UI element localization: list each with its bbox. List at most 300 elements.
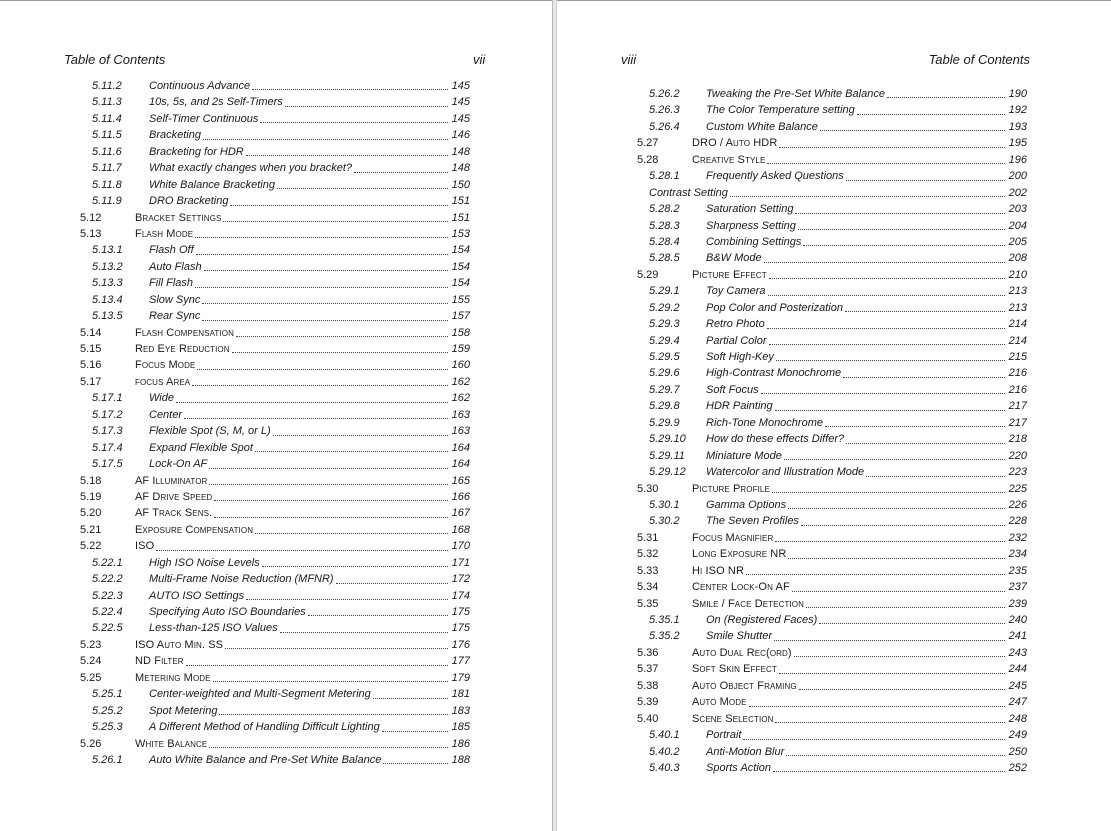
toc-entry-page-number: 181	[448, 686, 470, 702]
toc-entry-number: 5.22.1	[92, 556, 123, 569]
toc-entry-number: 5.15	[80, 343, 102, 355]
toc-entry-number: 5.23	[80, 638, 102, 651]
toc-entry-number: 5.28	[637, 153, 659, 166]
toc-entry[interactable]	[637, 316, 1027, 332]
toc-entry[interactable]	[637, 365, 1027, 381]
toc-entry-title: Rear Sync	[149, 308, 201, 324]
dot-leader	[786, 755, 1005, 756]
toc-entry[interactable]	[80, 473, 470, 489]
toc-entry-page-number: 150	[448, 177, 470, 193]
toc-entry[interactable]	[80, 505, 470, 521]
toc-entry-page-number: 145	[448, 94, 470, 110]
toc-entry[interactable]	[80, 588, 470, 604]
toc-entry[interactable]	[637, 349, 1027, 365]
dot-leader	[209, 484, 448, 485]
dot-leader	[255, 533, 448, 534]
toc-entry[interactable]	[80, 259, 470, 275]
toc-entry[interactable]	[637, 563, 1027, 579]
toc-entry-page-number: 166	[448, 489, 470, 505]
toc-entry[interactable]	[80, 210, 470, 226]
dot-leader	[799, 689, 1005, 690]
toc-entry[interactable]	[637, 612, 1027, 628]
dot-leader	[775, 722, 1005, 723]
toc-entry[interactable]	[637, 382, 1027, 398]
toc-entry-number: 5.22	[80, 540, 102, 553]
toc-entry-number: 5.27	[637, 137, 659, 150]
toc-entry-number: 5.29.1	[649, 285, 680, 298]
toc-entry-number: 5.24	[80, 655, 102, 668]
toc-entry-number: 5.40	[637, 712, 659, 725]
toc-entry-title: Center-weighted and Multi-Segment Metering	[149, 686, 372, 702]
dot-leader	[803, 245, 1005, 246]
toc-entry-number: 5.17.2	[92, 408, 123, 421]
toc-entry-number: 5.26.1	[92, 753, 123, 766]
toc-entry-number: 5.26.4	[649, 120, 680, 133]
toc-entry-title: Auto Mode	[692, 694, 748, 710]
dot-leader	[209, 468, 448, 469]
toc-entry-title: Focus Mode	[135, 357, 196, 373]
toc-entry[interactable]	[637, 333, 1027, 349]
toc-entry-title: Bracketing for HDR	[149, 144, 245, 160]
dot-leader	[184, 418, 448, 419]
toc-entry[interactable]	[80, 177, 470, 193]
toc-entry-title: Creative Style	[692, 152, 766, 168]
toc-entry-title: The Color Temperature setting	[706, 102, 856, 118]
toc-entry-page-number: 223	[1005, 464, 1027, 480]
toc-entry[interactable]	[80, 308, 470, 324]
dot-leader	[255, 451, 448, 452]
toc-entry-page-number: 202	[1005, 185, 1027, 201]
toc-entry[interactable]	[637, 415, 1027, 431]
dot-leader	[764, 262, 1005, 263]
toc-entry-title: How do these effects Differ?	[706, 431, 845, 447]
toc-entry-page-number: 192	[1005, 102, 1027, 118]
toc-entry[interactable]	[637, 481, 1027, 497]
toc-entry[interactable]	[637, 661, 1027, 677]
toc-entry[interactable]	[80, 620, 470, 636]
toc-entry-page-number: 196	[1005, 152, 1027, 168]
toc-entry-number: 5.11.8	[92, 178, 122, 191]
toc-entry-title: ISO Auto Min. SS	[135, 637, 224, 653]
toc-entry[interactable]	[80, 341, 470, 357]
toc-entry-page-number: 175	[448, 620, 470, 636]
toc-entry[interactable]	[80, 390, 470, 406]
toc-entry-page-number: 240	[1005, 612, 1027, 628]
toc-entry-number: 5.26.3	[649, 104, 680, 117]
toc-entry-title: Combining Settings	[706, 234, 802, 250]
dot-leader	[846, 180, 1005, 181]
toc-entry-number: 5.30.1	[649, 498, 680, 511]
toc-entry[interactable]	[80, 374, 470, 390]
dot-leader	[819, 623, 1005, 624]
toc-entry-title: Specifying Auto ISO Boundaries	[149, 604, 307, 620]
toc-entry[interactable]	[637, 218, 1027, 234]
toc-entry[interactable]	[80, 160, 470, 176]
toc-entry-page-number: 188	[448, 752, 470, 768]
dot-leader	[773, 771, 1005, 772]
toc-entry[interactable]	[637, 711, 1027, 727]
toc-entry[interactable]	[637, 86, 1027, 102]
toc-entry-number: 5.31	[637, 531, 659, 544]
running-header-title: Table of Contents	[928, 52, 1030, 67]
toc-entry[interactable]	[80, 144, 470, 160]
toc-entry[interactable]	[637, 152, 1027, 168]
dot-leader	[795, 213, 1005, 214]
toc-entry-number: 5.26	[80, 737, 102, 750]
toc-entry-title: Long Exposure NR	[692, 546, 787, 562]
toc-list-right	[637, 86, 1027, 776]
dot-leader	[196, 254, 448, 255]
dot-leader	[767, 163, 1005, 164]
toc-entry-title: Continuous Advance	[149, 78, 251, 94]
dot-leader	[845, 311, 1005, 312]
toc-entry[interactable]	[637, 645, 1027, 661]
dot-leader	[236, 336, 448, 337]
right-page	[556, 0, 1111, 831]
toc-entry[interactable]	[80, 719, 470, 735]
toc-entry[interactable]	[637, 398, 1027, 414]
dot-leader	[382, 731, 448, 732]
dot-leader	[285, 106, 448, 107]
toc-entry[interactable]	[80, 456, 470, 472]
toc-entry-title: Pop Color and Posterization	[706, 300, 844, 316]
toc-entry[interactable]	[80, 127, 470, 143]
toc-entry[interactable]	[637, 497, 1027, 513]
toc-entry-number: 5.32	[637, 548, 659, 561]
toc-entry-number: 5.30	[637, 482, 659, 495]
toc-entry[interactable]	[80, 670, 470, 686]
toc-entry-page-number: 154	[448, 242, 470, 258]
toc-entry-page-number: 176	[448, 637, 470, 653]
toc-entry-number: 5.29.8	[649, 400, 680, 413]
toc-entry-page-number: 200	[1005, 168, 1027, 184]
dot-leader	[203, 139, 448, 140]
toc-entry-page-number: 252	[1005, 760, 1027, 776]
toc-entry-title: High ISO Noise Levels	[149, 555, 261, 571]
toc-entry-number: 5.28.1	[649, 170, 680, 183]
toc-entry[interactable]	[80, 752, 470, 768]
dot-leader	[202, 320, 448, 321]
dot-leader	[743, 739, 1005, 740]
toc-entry-number: 5.29	[637, 268, 659, 281]
toc-entry-title: DRO / Auto HDR	[692, 135, 778, 151]
dot-leader	[197, 369, 448, 370]
toc-entry-title: High-Contrast Monochrome	[706, 365, 842, 381]
dot-leader	[776, 360, 1005, 361]
toc-entry-number: 5.19	[80, 490, 102, 503]
toc-entry-page-number: 164	[448, 456, 470, 472]
toc-entry-page-number: 154	[448, 275, 470, 291]
dot-leader	[775, 410, 1005, 411]
toc-entry-page-number: 205	[1005, 234, 1027, 250]
running-header-page-number: vii	[473, 52, 486, 67]
dot-leader	[788, 508, 1005, 509]
toc-entry-page-number: 204	[1005, 218, 1027, 234]
toc-entry[interactable]	[637, 431, 1027, 447]
toc-entry-title: focus Area	[135, 374, 191, 390]
dot-leader	[866, 476, 1005, 477]
toc-entry-number: 5.40.2	[649, 745, 680, 758]
toc-entry-page-number: 162	[448, 390, 470, 406]
dot-leader	[195, 237, 448, 238]
toc-entry[interactable]	[80, 78, 470, 94]
dot-leader	[774, 640, 1005, 641]
toc-entry[interactable]	[637, 694, 1027, 710]
toc-entry[interactable]	[80, 703, 470, 719]
toc-entry-title: AF Track Sens.	[135, 505, 213, 521]
toc-entry-page-number: 228	[1005, 513, 1027, 529]
toc-entry[interactable]	[637, 300, 1027, 316]
toc-entry-title: Flexible Spot (S, M, or L)	[149, 423, 272, 439]
toc-entry[interactable]	[80, 571, 470, 587]
toc-entry-title: Flash Compensation	[135, 325, 235, 341]
toc-entry-title: 10s, 5s, and 2s Self-Timers	[149, 94, 284, 110]
toc-entry-title: Spot Metering	[149, 703, 218, 719]
toc-entry-title: HDR Painting	[706, 398, 774, 414]
toc-entry-number: 5.28.3	[649, 219, 680, 232]
toc-entry[interactable]	[637, 102, 1027, 118]
toc-entry-page-number: 177	[448, 653, 470, 669]
toc-entry-title: Metering Mode	[135, 670, 212, 686]
toc-entry-number: 5.22.2	[92, 573, 123, 586]
toc-entry-page-number: 216	[1005, 382, 1027, 398]
toc-entry-number: 5.40.3	[649, 761, 680, 774]
toc-entry[interactable]	[637, 546, 1027, 562]
toc-entry[interactable]	[637, 530, 1027, 546]
toc-entry[interactable]	[80, 226, 470, 242]
toc-entry[interactable]	[80, 489, 470, 505]
toc-entry-number: 5.35	[637, 597, 659, 610]
toc-entry-title: Smile / Face Detection	[692, 596, 805, 612]
toc-entry-title: ND Filter	[135, 653, 185, 669]
dot-leader	[225, 648, 448, 649]
toc-entry[interactable]	[80, 637, 470, 653]
toc-entry-page-number: 217	[1005, 398, 1027, 414]
toc-entry[interactable]	[637, 678, 1027, 694]
toc-entry-number: 5.29.12	[649, 466, 686, 479]
toc-entry-number: 5.17.4	[92, 441, 123, 454]
toc-entry[interactable]	[637, 283, 1027, 299]
toc-entry[interactable]	[637, 119, 1027, 135]
toc-entry-number: 5.13	[80, 227, 102, 240]
toc-entry-number: 5.20	[80, 507, 102, 520]
toc-entry-number: 5.29.3	[649, 318, 680, 331]
toc-entry-number: 5.36	[637, 646, 659, 659]
toc-entry[interactable]	[80, 325, 470, 341]
dot-leader	[336, 583, 448, 584]
toc-entry-number: 5.28.4	[649, 235, 680, 248]
toc-entry-title: AUTO ISO Settings	[149, 588, 245, 604]
toc-entry[interactable]	[637, 267, 1027, 283]
toc-entry-number: 5.29.9	[649, 416, 680, 429]
toc-entry[interactable]	[80, 242, 470, 258]
toc-entry-number: 5.17	[80, 375, 102, 388]
toc-entry[interactable]	[637, 135, 1027, 151]
toc-entry-title: Flash Mode	[135, 226, 194, 242]
toc-entry[interactable]	[80, 653, 470, 669]
toc-entry-number: 5.29.5	[649, 351, 680, 363]
toc-entry-number: 5.29.11	[649, 449, 685, 462]
toc-entry[interactable]	[637, 234, 1027, 250]
toc-entry-number: 5.25.2	[92, 704, 123, 717]
toc-entry-number: 5.17.3	[92, 425, 123, 438]
toc-entry-title: Center Lock-On AF	[692, 579, 791, 595]
toc-entry[interactable]	[80, 292, 470, 308]
toc-entry-page-number: 250	[1005, 744, 1027, 760]
toc-entry-title: Picture Profile	[692, 481, 771, 497]
toc-entry-title: DRO Bracketing	[149, 193, 229, 209]
toc-entry[interactable]	[637, 464, 1027, 480]
toc-entry-page-number: 237	[1005, 579, 1027, 595]
toc-entry-title: A Different Method of Handling Difficult Lighting	[149, 719, 381, 735]
toc-entry-number: 5.30.2	[649, 515, 680, 528]
toc-entry-page-number: 155	[448, 292, 470, 308]
toc-entry-page-number: 179	[448, 670, 470, 686]
toc-entry[interactable]	[637, 250, 1027, 266]
toc-entry-number: 5.21	[80, 523, 102, 536]
toc-entry-title: Tweaking the Pre-Set White Balance	[706, 86, 886, 102]
toc-entry-title: B&W Mode	[706, 250, 763, 266]
toc-entry-title: Exposure Compensation	[135, 522, 254, 538]
dot-leader	[798, 229, 1005, 230]
toc-entry-title: Bracket Settings	[135, 210, 222, 226]
toc-entry-title: White Balance Bracketing	[149, 177, 276, 193]
toc-entry-page-number: 162	[448, 374, 470, 390]
dot-leader	[788, 558, 1005, 559]
toc-entry-page-number: 171	[448, 555, 470, 571]
toc-entry[interactable]	[80, 522, 470, 538]
toc-entry[interactable]	[637, 760, 1027, 776]
toc-entry-title: Multi-Frame Noise Reduction (MFNR)	[149, 571, 335, 587]
toc-entry-page-number: 159	[448, 341, 470, 357]
toc-entry-title: Red Eye Reduction	[135, 341, 231, 357]
toc-entry-page-number: 249	[1005, 727, 1027, 743]
dot-leader	[730, 196, 1005, 197]
toc-entry[interactable]	[637, 201, 1027, 217]
toc-entry-number: 5.35.2	[649, 630, 680, 643]
dot-leader	[746, 574, 1005, 575]
toc-entry-number: 5.35.1	[649, 614, 680, 626]
toc-entry-title: Bracketing	[149, 127, 202, 143]
dot-leader	[846, 443, 1005, 444]
toc-entry-title: Picture Effect	[692, 267, 768, 283]
toc-entry-page-number: 157	[448, 308, 470, 324]
toc-entry[interactable]	[80, 555, 470, 571]
toc-entry-title: What exactly changes when you bracket?	[149, 160, 353, 176]
dot-leader	[246, 155, 448, 156]
toc-entry[interactable]	[80, 538, 470, 554]
dot-leader	[176, 402, 448, 403]
toc-entry-page-number: 244	[1005, 661, 1027, 677]
dot-leader	[768, 295, 1005, 296]
toc-entry-title: Wide	[149, 390, 175, 406]
toc-entry[interactable]	[80, 111, 470, 127]
toc-entry-page-number: 213	[1005, 300, 1027, 316]
toc-entry-title: Miniature Mode	[706, 448, 783, 464]
toc-entry-page-number: 190	[1005, 86, 1027, 102]
toc-entry[interactable]	[637, 596, 1027, 612]
toc-entry-page-number: 215	[1005, 349, 1027, 365]
toc-entry[interactable]	[80, 407, 470, 423]
toc-entry[interactable]	[637, 579, 1027, 595]
toc-entry-number: 5.13.5	[92, 310, 123, 323]
toc-entry[interactable]	[80, 423, 470, 439]
toc-entry-page-number: 232	[1005, 530, 1027, 546]
dot-leader	[767, 328, 1005, 329]
toc-entry[interactable]	[637, 448, 1027, 464]
toc-entry-page-number: 154	[448, 259, 470, 275]
toc-entry-page-number: 151	[448, 210, 470, 226]
toc-entry-title: Flash Off	[149, 242, 195, 258]
toc-entry[interactable]	[80, 94, 470, 110]
toc-entry[interactable]	[80, 604, 470, 620]
toc-entry-page-number: 163	[448, 423, 470, 439]
toc-entry[interactable]	[637, 628, 1027, 644]
toc-entry[interactable]	[80, 736, 470, 752]
toc-entry-number: 5.13.3	[92, 277, 123, 290]
toc-entry[interactable]	[80, 686, 470, 702]
toc-entry-title: AF Illuminator	[135, 473, 208, 489]
toc-entry[interactable]	[637, 513, 1027, 529]
toc-entry[interactable]	[637, 168, 1027, 184]
toc-entry[interactable]	[80, 357, 470, 373]
dot-leader	[232, 352, 448, 353]
dot-leader	[262, 566, 448, 567]
toc-entry-page-number: 226	[1005, 497, 1027, 513]
toc-entry-number: 5.29.6	[649, 367, 680, 380]
dot-leader	[887, 97, 1005, 98]
toc-entry-title: ISO	[135, 538, 155, 554]
toc-entry-title: Rich-Tone Monochrome	[706, 415, 824, 431]
toc-entry-page-number: 183	[448, 703, 470, 719]
toc-entry-number: 5.39	[637, 696, 659, 709]
toc-entry[interactable]	[80, 440, 470, 456]
toc-entry-page-number: 217	[1005, 415, 1027, 431]
toc-entry-title: Custom White Balance	[706, 119, 819, 135]
dot-leader	[794, 656, 1005, 657]
toc-entry[interactable]	[80, 193, 470, 209]
toc-entry-title: On (Registered Faces)	[706, 612, 818, 628]
toc-entry-title: Lock-On AF	[149, 456, 208, 472]
toc-entry-title: The Seven Profiles	[706, 513, 800, 529]
toc-entry-page-number: 245	[1005, 678, 1027, 694]
toc-entry[interactable]	[80, 275, 470, 291]
toc-entry-title: Soft Skin Effect	[692, 661, 778, 677]
toc-entry-number: 5.29.10	[649, 433, 686, 446]
dot-leader	[246, 599, 448, 600]
toc-entry-page-number: 214	[1005, 316, 1027, 332]
toc-entry-number: 5.13.4	[92, 293, 123, 306]
toc-entry-page-number: 145	[448, 78, 470, 94]
toc-entry-number: 5.22.4	[92, 606, 123, 618]
dot-leader	[223, 221, 448, 222]
toc-entry[interactable]	[637, 727, 1027, 743]
toc-entry[interactable]	[637, 744, 1027, 760]
toc-entry-page-number: 153	[448, 226, 470, 242]
toc-entry-number: 5.26.2	[649, 88, 680, 100]
toc-entry-number: 5.14	[80, 326, 102, 339]
toc-entry-title: Self-Timer Continuous	[149, 111, 259, 127]
toc-entry-page-number: 148	[448, 160, 470, 176]
dot-leader	[308, 615, 448, 616]
toc-entry-page-number: 218	[1005, 431, 1027, 447]
toc-list-left	[80, 78, 470, 768]
toc-entry[interactable]	[637, 185, 1027, 201]
dot-leader	[775, 541, 1005, 542]
dot-leader	[213, 681, 448, 682]
toc-entry-number: 5.11.6	[92, 145, 122, 158]
toc-entry-page-number: 234	[1005, 546, 1027, 562]
